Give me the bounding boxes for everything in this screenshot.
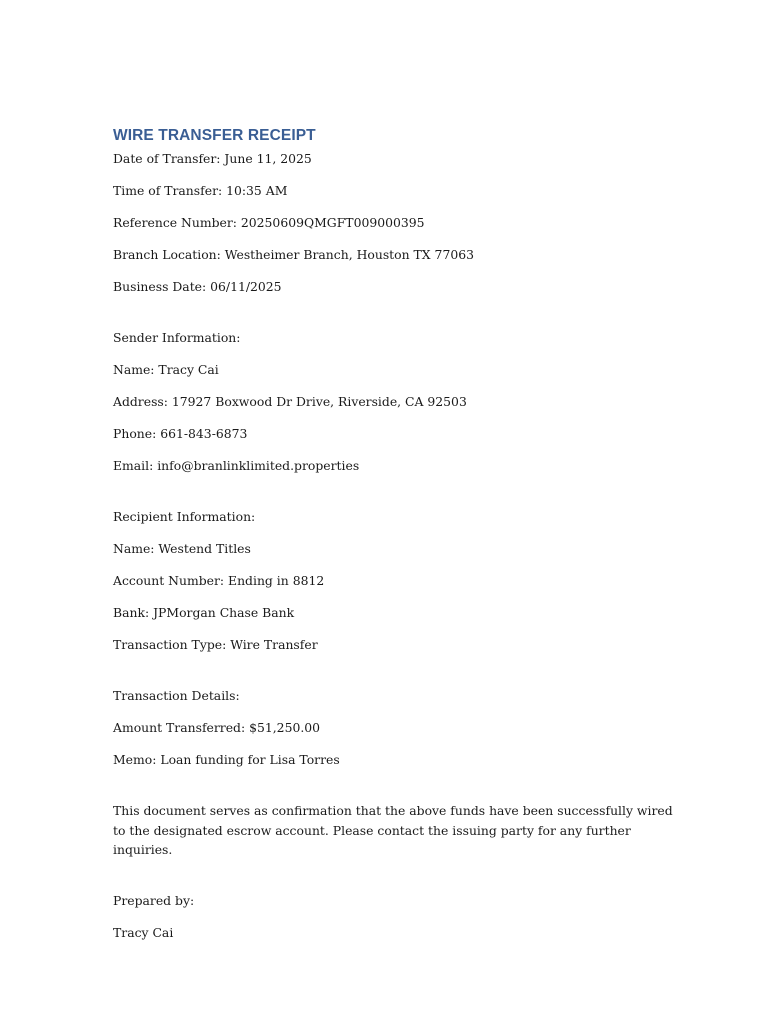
sender-address: Address: 17927 Boxwood Dr Drive, Riverside, CA 92503 [113, 394, 467, 409]
recipient-account: Account Number: Ending in 8812 [113, 573, 325, 588]
sender-name: Name: Tracy Cai [113, 362, 219, 377]
document-page [113, 125, 673, 955]
recipient-bank: Bank: JPMorgan Chase Bank [113, 605, 295, 620]
spacer [113, 309, 673, 328]
sender-heading: Sender Information: [113, 330, 241, 345]
spacer [113, 488, 673, 507]
amount-transferred: Amount Transferred: $51,250.00 [113, 720, 321, 735]
transfer-date: Date of Transfer: June 11, 2025 [113, 151, 312, 166]
prepared-by-label: Prepared by: [113, 892, 195, 908]
confirmation-paragraph: This document serves as confirmation that the above funds have been successfully wired to the designated escrow account. Please contact the issuing party for any further inquiries. [113, 803, 673, 857]
details-heading: Transaction Details: [113, 688, 240, 703]
document-title: WIRE TRANSFER RECEIPT [113, 127, 316, 144]
recipient-heading: Recipient Information: [113, 509, 256, 524]
reference-number: Reference Number: 20250609QMGFT009000395 [113, 215, 425, 230]
business-date: Business Date: 06/11/2025 [113, 279, 282, 294]
prepared-by-name: Tracy Cai [113, 924, 174, 940]
spacer [113, 872, 673, 891]
transaction-type: Transaction Type: Wire Transfer [113, 637, 318, 652]
spacer [113, 667, 673, 686]
recipient-name: Name: Westend Titles [113, 541, 251, 556]
memo: Memo: Loan funding for Lisa Torres [113, 752, 340, 767]
spacer [113, 782, 673, 801]
sender-phone: Phone: 661-843-6873 [113, 426, 248, 441]
transfer-time: Time of Transfer: 10:35 AM [113, 183, 288, 198]
branch-location: Branch Location: Westheimer Branch, Houston TX 77063 [113, 247, 474, 262]
sender-email: Email: info@branlinklimited.properties [113, 458, 360, 473]
